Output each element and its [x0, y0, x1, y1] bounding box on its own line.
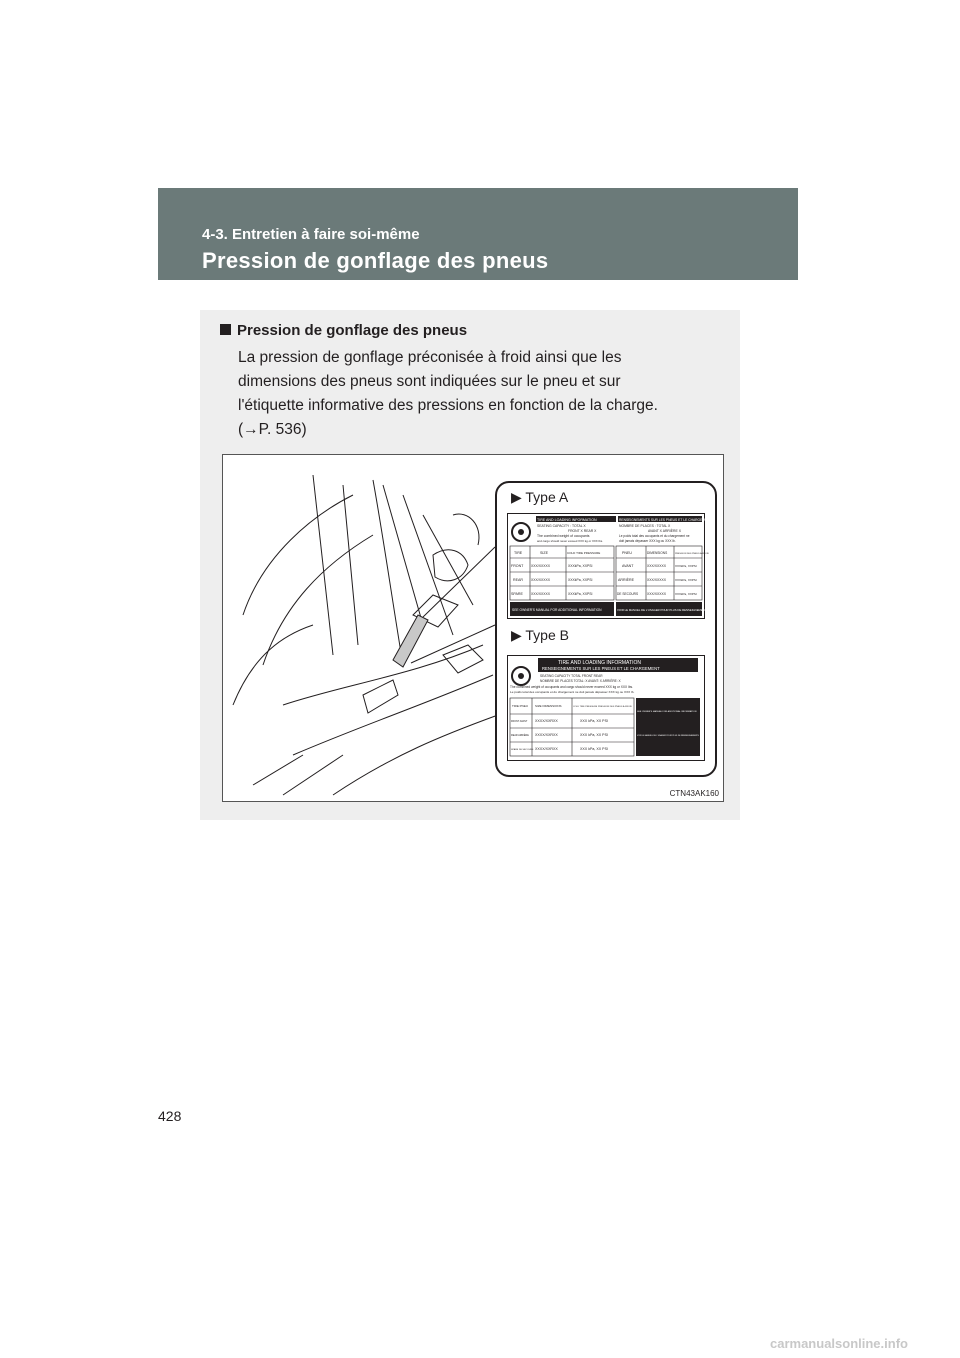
label-a-col: PRESSION DES PNEUS À FROID — [675, 553, 710, 555]
label-b-col: TIRE PNEU — [512, 704, 529, 708]
label-b-title-en: TIRE AND LOADING INFORMATION — [558, 660, 641, 666]
label-a-col: SIZE — [540, 551, 548, 555]
label-a-cell: ARRIÈRE — [618, 578, 634, 582]
section-header — [158, 188, 798, 280]
label-a-seating-en: SEATING CAPACITY : TOTAL X — [537, 524, 586, 528]
label-location-marker — [393, 615, 428, 667]
label-b-cell: XXX kPa, XX PSI — [580, 733, 608, 737]
figure-code: CTN43AK160 — [669, 789, 719, 798]
section-subtitle: 4-3. Entretien à faire soi-même — [202, 226, 420, 243]
label-b-cell: XXX kPa, XX PSI — [580, 747, 608, 751]
label-a-cell: XXXkPa, XXPSI — [675, 564, 697, 568]
label-b-cell: FRONT AVANT — [511, 720, 528, 723]
tire-label-type-a — [507, 513, 712, 619]
label-b-seating: SEATING CAPACITY TOTAL FRONT REAR — [540, 674, 603, 678]
label-b-cell: XXX kPa, XX PSI — [580, 719, 608, 723]
info-box — [200, 310, 740, 820]
label-a-cell: XXX/XXXXX — [531, 564, 551, 568]
page-reference-link[interactable]: (→P. 536) — [238, 421, 307, 438]
label-a-cell: XXX/XXXXX — [531, 578, 551, 582]
label-a-col: DIMENSIONS — [647, 551, 668, 555]
label-a-cell: XXXkPa, XXPSI — [568, 592, 593, 596]
label-a-warn-en: The combined weight of occupants — [537, 534, 590, 538]
label-a-col: TIRE — [514, 551, 523, 555]
label-a-cell: XXXkPa, XXPSI — [675, 592, 697, 596]
label-a-front-rear: FRONT X REAR X — [568, 529, 597, 533]
label-b-cell: XXXX/XXRXX — [535, 747, 558, 751]
type-b-caption: ▶ Type B — [511, 627, 569, 643]
label-a-seating-fr: NOMBRE DE PLACES : TOTAL X — [619, 524, 671, 528]
label-a-cell: FRONT — [511, 564, 524, 568]
label-b-col: SIZE DIMENSIONS — [535, 704, 562, 708]
label-a-warn-fr-2: doit jamais dépasser XXX kg ou XXX lb. — [619, 539, 676, 543]
label-a-cell: DE SECOURS — [617, 592, 639, 596]
label-b-cell: REAR ARRIÈRE — [511, 734, 529, 737]
label-a-avant-arriere: AVANT X ARRIÈRE X — [648, 529, 681, 533]
label-b-cell: SPARE DE SECOURS — [511, 749, 534, 751]
label-b-warn-fr: Le poids total des occupants et du chargement ne doit jamais dépasser XXX kg ou XXX lb. — [510, 690, 635, 694]
label-a-cell: XXX/XXXXX — [647, 564, 667, 568]
label-a-cell: XXX/XXXXX — [647, 578, 667, 582]
label-a-col: PNEU — [622, 551, 632, 555]
label-a-title-en: TIRE AND LOADING INFORMATION — [537, 518, 597, 522]
label-b-cell: XXXX/XXRXX — [535, 719, 558, 723]
label-a-footer-en: SEE OWNER'S MANUAL FOR ADDITIONAL INFORMATION — [512, 608, 602, 612]
label-b-graphic — [508, 656, 704, 760]
label-b-cell: XXXX/XXRXX — [535, 733, 558, 737]
label-a-cell: XXX/XXXXX — [531, 592, 551, 596]
info-paragraph — [238, 346, 718, 442]
label-a-cell: AVANT — [622, 564, 634, 568]
info-heading: Pression de gonflage des pneus — [220, 322, 467, 339]
label-b-side-en: SEE OWNER'S MANUAL FOR ADDITIONAL INFORMATION — [637, 711, 697, 713]
paragraph-line: La pression de gonflage préconisée à froid ainsi que les — [238, 349, 622, 366]
door-pillar-illustration — [223, 455, 503, 801]
label-a-cell: XXXkPa, XXPSI — [568, 578, 593, 582]
label-b-title-fr: RENSEIGNEMENTS SUR LES PNEUS ET LE CHARGEMENT — [542, 666, 660, 671]
label-a-warn-en-2: and cargo should never exceed XXX kg or XXX lbs. — [537, 539, 604, 543]
label-a-cell: XXXkPa, XXPSI — [568, 564, 593, 568]
label-a-warn-fr: Le poids total des occupants et du chargement ne — [619, 534, 690, 538]
label-a-col: COLD TIRE PRESSURE — [567, 551, 601, 555]
label-a-title-fr: RENSEIGNEMENTS SUR LES PNEUS ET LE CHARGEMENT — [619, 518, 712, 522]
type-a-caption: ▶ Type A — [511, 489, 569, 505]
label-a-cell: XXX/XXXXX — [647, 592, 667, 596]
triangle-right-icon: ▶ — [511, 627, 526, 643]
square-bullet-icon — [220, 324, 231, 335]
label-callout — [495, 481, 717, 777]
tire-label-type-b — [507, 655, 705, 761]
page-number: 428 — [158, 1108, 182, 1124]
label-a-cell: REAR — [513, 578, 523, 582]
label-b-places: NOMBRE DE PLACES TOTAL: X AVANT: X ARRIÈRE: X — [540, 679, 621, 683]
paragraph-line: dimensions des pneus sont indiquées sur le pneu et sur — [238, 373, 621, 390]
triangle-right-icon: ▶ — [511, 489, 526, 505]
paragraph-line: l'étiquette informative des pressions en fonction de la charge. — [238, 397, 658, 414]
label-a-cell: SPARE — [511, 592, 523, 596]
label-b-col: COLD TIRE PRESSURE PRESSION DES PNEUS À FROID — [573, 706, 632, 708]
label-b-warn-en: The combined weight of occupants and cargo should never exceed XXX kg or XXX lbs. — [510, 685, 633, 689]
watermark: carmanualsonline.info — [770, 1336, 908, 1351]
label-a-graphic — [508, 514, 712, 618]
tire-label-figure — [222, 454, 724, 802]
label-b-side-fr: VOIR LE MANUEL DE L'USAGER POUR PLUS DE RENSEIGNEMENTS — [637, 735, 699, 737]
page-title: Pression de gonflage des pneus — [202, 248, 549, 273]
label-a-footer-fr: VOIR LE MANUEL DE L'USAGER POUR PLUS DE RENSEIGNEMENTS — [617, 608, 709, 612]
label-a-cell: XXXkPa, XXPSI — [675, 578, 697, 582]
